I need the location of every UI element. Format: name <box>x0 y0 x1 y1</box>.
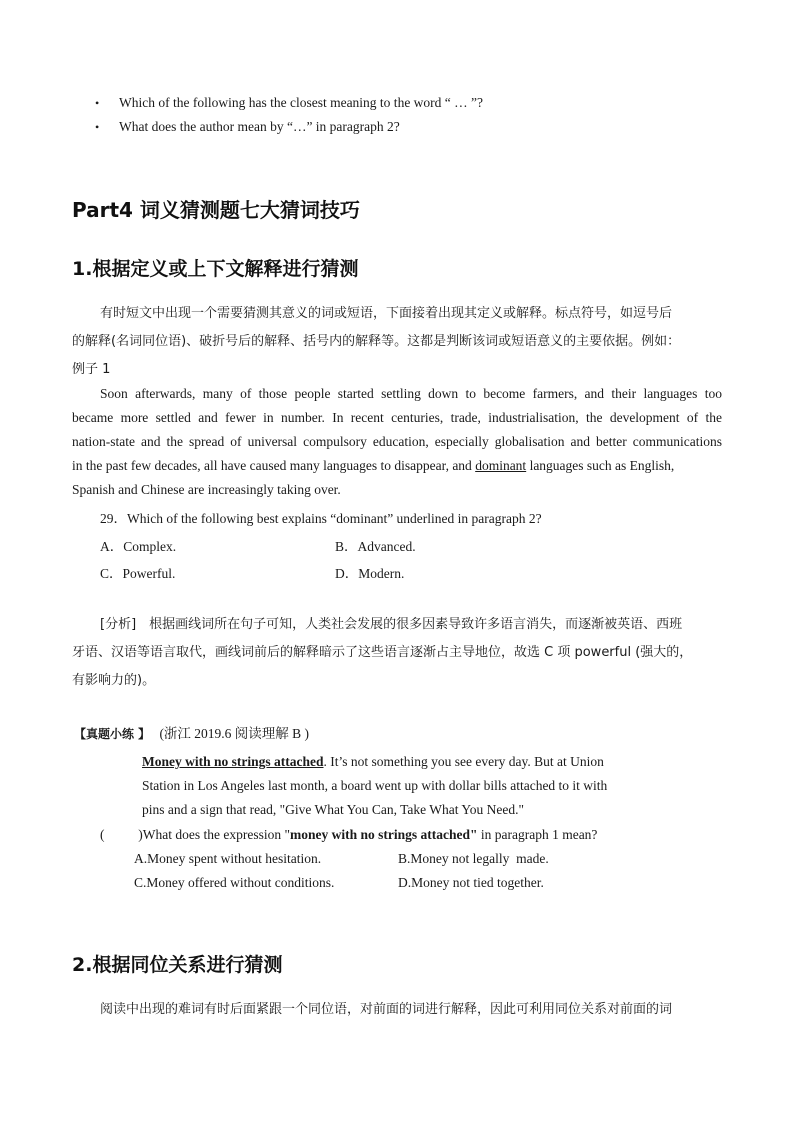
passage-line <box>72 458 722 474</box>
section-heading: 2.根据同位关系进行猜测 <box>72 954 283 976</box>
option-b: B．Advanced. <box>335 539 416 554</box>
answer-blank[interactable]: ( ) <box>100 827 143 842</box>
question-tail: in paragraph 1 mean? <box>477 827 598 842</box>
intro-line: 阅读中出现的难词有时后面紧跟一个同位语，对前面的词进行解释，因此可利用同位关系对前面的词 <box>100 1002 673 1017</box>
passage-line-tail: languages such as English, <box>526 458 675 473</box>
bullet-item: What does the author mean by “…” in paragraph 2? <box>119 119 400 134</box>
option-d: D．Modern. <box>335 566 405 581</box>
intro-line: 的解释(名词同位语)、破折号后的解释、括号内的解释等。这都是判断该词或短语意义的主要依据。例如： <box>72 334 681 349</box>
question-bold: money with no strings attached" <box>289 827 478 842</box>
passage-line: Spanish and Chinese are increasingly taking over. <box>72 482 341 497</box>
option-a: A．Complex. <box>100 539 177 554</box>
practice-option-b: B.Money not legally made. <box>398 851 549 866</box>
practice-question <box>100 827 597 843</box>
passage-line: Soon afterwards, many of those people started settling down to become farmers, and their languages too <box>100 386 722 401</box>
question: 29．Which of the following best explains “dominant” underlined in paragraph 2? <box>100 511 542 526</box>
practice-option-d: D.Money not tied together. <box>398 875 544 890</box>
part-heading: Part4 词义猜测题七大猜词技巧 <box>72 198 360 222</box>
practice-line: pins and a sign that read, "Give What You Can, Take What You Need." <box>142 802 525 817</box>
practice-option-c: C.Money offered without conditions. <box>134 875 335 890</box>
practice-source: (浙江 2019.6 阅读理解 B ) <box>159 726 310 741</box>
option-c: C．Powerful. <box>100 566 176 581</box>
practice-line-tail: . It’s not something you see every day. But at Union <box>323 754 604 769</box>
bullet-item: Which of the following has the closest meaning to the word “ … ”? <box>119 95 484 110</box>
passage-line-text: in the past few decades, all have caused many languages to disappear, and <box>72 458 476 473</box>
bullet-icon: • <box>95 96 100 110</box>
practice-line: Station in Los Angeles last month, a board went up with dollar bills attached to it with <box>142 778 608 793</box>
practice-option-a: A.Money spent without hesitation. <box>134 851 322 866</box>
question-head: What does the expression " <box>142 827 290 842</box>
underlined-word: dominant <box>475 458 527 473</box>
analysis-line: 牙语、汉语等语言取代，画线词前后的解释暗示了这些语言逐渐占主导地位，故选 C 项 powerful (强大的， <box>72 645 693 660</box>
bold-phrase: Money with no strings attached <box>142 754 324 769</box>
passage-line: became more settled and fewer in number. In recent centuries, trade, industrialisation, the development of the <box>72 410 722 425</box>
practice-line <box>142 754 604 770</box>
analysis-line: [分析] 根据画线词所在句子可知，人类社会发展的很多因素导致许多语言消失，而逐渐被英语、西班 <box>100 617 683 632</box>
section-heading: 1.根据定义或上下文解释进行猜测 <box>72 258 359 280</box>
analysis-line: 有影响力的)。 <box>72 673 156 688</box>
practice-header <box>74 722 309 742</box>
passage-line: nation-state and the spread of universal compulsory education, especially globalisation and better communications <box>72 434 722 449</box>
bullet-icon: • <box>95 120 100 134</box>
intro-line: 有时短文中出现一个需要猜测其意义的词或短语，下面接着出现其定义或解释。标点符号，如逗号后 <box>100 306 673 321</box>
practice-tag: 【真题小练 】 <box>74 727 151 741</box>
intro-line: 例子 1 <box>72 362 111 377</box>
